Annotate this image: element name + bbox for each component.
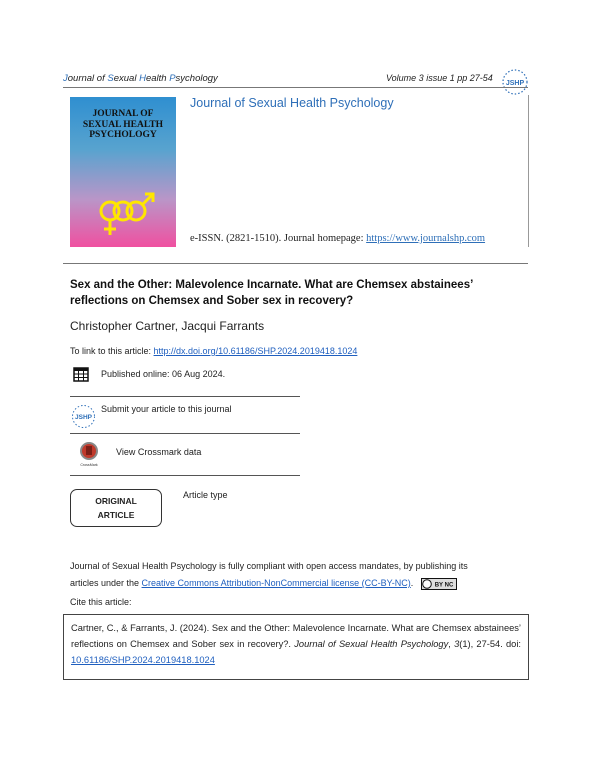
cover-divider <box>528 95 529 247</box>
journal-name: Journal of Sexual Health Psychology <box>190 96 394 110</box>
cc-by-nc-badge-icon <box>421 578 457 590</box>
running-header-volume: Volume 3 issue 1 pp 27-54 <box>386 73 493 83</box>
cover-title: JOURNAL OF SEXUAL HEALTH PSYCHOLOGY <box>82 109 164 140</box>
article-type-badge: ORIGINAL ARTICLE <box>70 489 162 527</box>
svg-text:BY NC: BY NC <box>435 582 454 589</box>
submit-article-link[interactable]: Submit your article to this journal <box>101 404 232 414</box>
cite-label: Cite this article: <box>70 597 132 607</box>
article-title: Sex and the Other: Malevolence Incarnate. What are Chemsex abstainees’ reflections on Chemsex and Sober sex in recovery? <box>70 279 474 307</box>
published-date: Published online: 06 Aug 2024. <box>101 369 226 379</box>
doi-link[interactable]: http://dx.doi.org/10.61186/SHP.2024.2019418.1024 <box>153 346 358 356</box>
article-authors: Christopher Cartner, Jacqui Farrants <box>70 319 265 333</box>
header-rule <box>63 87 528 88</box>
jshp-small-logo-icon <box>70 404 97 429</box>
article-link-line: To link to this article: http://dx.doi.org/10.61186/SHP.2024.2019418.1024 <box>70 346 358 356</box>
crossmark-icon[interactable] <box>74 441 104 467</box>
running-header-journal: Journal of Sexual Health Psychology <box>63 73 218 84</box>
view-crossmark-link[interactable]: View Crossmark data <box>116 447 202 457</box>
separator <box>70 433 300 434</box>
citation-box: Cartner, C., & Farrants, J. (2024). Sex and the Other: Malevolence Incarnate. What are Chemsex abstainees’ reflections on Chemsex and Sober sex in recovery?. Journal of Sexual Health Psychology, 3(1), 27-54. doi: 10.61186/SHP.2024.2019418.1024 <box>63 614 529 680</box>
issn-line: e-ISSN. (2821-1510). Journal homepage: https://www.journalshp.com <box>190 233 486 244</box>
journal-homepage-link[interactable]: https://www.journalshp.com <box>366 233 486 244</box>
article-type-label: Article type <box>183 490 228 500</box>
separator <box>70 475 300 476</box>
svg-text:CrossMark: CrossMark <box>80 463 98 467</box>
gender-symbols-icon <box>88 189 158 239</box>
svg-text:JSHP: JSHP <box>505 80 525 87</box>
masthead-rule <box>63 263 528 264</box>
open-access-statement: Journal of Sexual Health Psychology is fully compliant with open access mandates, by publishing its articles under the Creative Commons Attribution-NonCommercial license (CC-BY-NC). BY NC <box>70 561 468 589</box>
calendar-icon <box>73 366 89 382</box>
jshp-logo-icon <box>500 68 530 96</box>
separator <box>70 396 300 397</box>
license-link[interactable]: Creative Commons Attribution-NonCommercial license (CC-BY-NC) <box>141 578 411 588</box>
journal-cover-image <box>70 97 176 247</box>
citation-doi-link[interactable]: 10.61186/SHP.2024.2019418.1024 <box>71 655 215 665</box>
svg-text:JSHP: JSHP <box>75 414 92 421</box>
